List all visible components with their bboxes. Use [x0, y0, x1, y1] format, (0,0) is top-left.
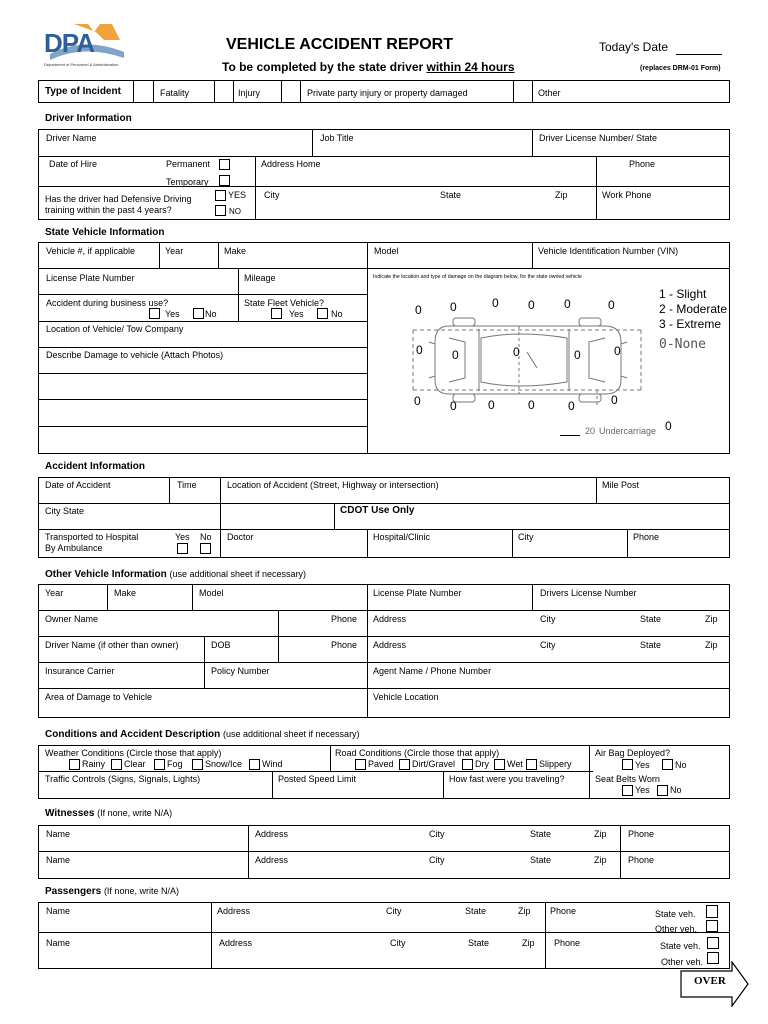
fleet-yes-checkbox[interactable] — [271, 308, 282, 319]
witness-2-name[interactable]: Name — [46, 855, 71, 865]
damage-mark-15[interactable]: 0 — [528, 398, 535, 412]
weather-fog[interactable]: Fog — [167, 759, 183, 769]
how-fast-field[interactable]: How fast were you traveling? — [449, 774, 565, 784]
replaces-note: (replaces DRM-01 Form) — [640, 65, 721, 72]
passengers-table — [38, 902, 730, 969]
damage-mark-16[interactable]: 0 — [568, 399, 575, 413]
weather-fog-checkbox[interactable] — [154, 759, 165, 770]
road-dirt[interactable]: Dirt/Gravel — [412, 759, 456, 769]
defensive-driving-q2: training within the past 4 years? — [45, 205, 172, 215]
subtitle-emphasis: within 24 hours — [426, 60, 515, 74]
fleet-yes-label: Yes — [289, 309, 304, 319]
road-slippery[interactable]: Slippery — [539, 759, 572, 769]
damage-mark-8[interactable]: 0 — [452, 348, 459, 362]
diagram-note: Indicate the location and type of damage on the diagram below, for the state owned vehicle — [373, 274, 582, 280]
damage-line-3[interactable] — [40, 427, 366, 452]
other-driver-name-field[interactable]: Driver Name (if other than owner) — [45, 640, 179, 650]
over-arrow[interactable] — [680, 961, 750, 1007]
weather-snow[interactable]: Snow/Ice — [205, 759, 243, 769]
todays-date-line[interactable] — [676, 54, 722, 55]
passenger-2-address[interactable]: Address — [219, 938, 253, 948]
other-driver-phone-field[interactable]: Phone — [331, 640, 358, 650]
airbag-yes-label: Yes — [635, 760, 650, 770]
witness-1-address[interactable]: Address — [255, 829, 289, 839]
permanent-checkbox[interactable] — [219, 159, 230, 170]
driver-city-field[interactable]: City — [264, 190, 280, 200]
undercarriage-value[interactable]: 0 — [665, 419, 672, 433]
passengers-note: (If none, write N/A) — [103, 886, 179, 896]
road-dirt-checkbox[interactable] — [399, 759, 410, 770]
passenger-2-city[interactable]: City — [390, 938, 406, 948]
other-year-field[interactable]: Year — [45, 588, 64, 598]
legend-extreme: 3 - Extreme — [659, 317, 722, 331]
damage-line-2[interactable] — [40, 400, 366, 425]
business-use-yes-label: Yes — [165, 309, 180, 319]
witnesses-table — [38, 825, 730, 879]
subtitle-text: To be completed by the state driver — [222, 60, 427, 74]
address-home-field[interactable]: Address Home — [261, 159, 321, 169]
road-wet-checkbox[interactable] — [494, 759, 505, 770]
hospital-field[interactable]: Hospital/Clinic — [373, 532, 431, 542]
transported-label-1: Transported to Hospital — [45, 532, 139, 542]
traffic-controls-field[interactable]: Traffic Controls (Signs, Signals, Lights) — [45, 774, 201, 784]
witness-2-phone[interactable]: Phone — [628, 855, 655, 865]
mile-post-field[interactable]: Mile Post — [602, 480, 640, 490]
temporary-label: Temporary — [166, 177, 209, 187]
accident-location-field[interactable]: Location of Accident (Street, Highway or intersection) — [227, 480, 439, 490]
weather-wind[interactable]: Wind — [262, 759, 283, 769]
hospital-city-field[interactable]: City — [518, 532, 534, 542]
transported-label-2: By Ambulance — [45, 543, 103, 553]
passenger-1-other-veh-label: Other veh. — [655, 924, 698, 934]
other-driver-dob-field[interactable]: DOB — [211, 640, 231, 650]
vehicle-model-field[interactable]: Model — [374, 246, 399, 256]
other-vehicle-section-title — [45, 569, 306, 580]
over-label: OVER — [694, 975, 726, 987]
transported-yes-checkbox[interactable] — [177, 543, 188, 554]
passenger-2-zip[interactable]: Zip — [522, 938, 535, 948]
legend-slight: 1 - Slight — [659, 287, 707, 301]
seatbelts-no-checkbox[interactable] — [657, 785, 668, 796]
license-plate-field[interactable]: License Plate Number — [46, 273, 135, 283]
damage-mark-17[interactable]: 0 — [611, 393, 618, 407]
state-vehicle-section-title: State Vehicle Information — [45, 227, 165, 238]
vehicle-make-field[interactable]: Make — [224, 246, 247, 256]
airbag-label: Air Bag Deployed? — [595, 748, 671, 758]
passenger-1-state-veh-checkbox[interactable] — [706, 905, 718, 918]
damage-mark-14[interactable]: 0 — [488, 398, 495, 412]
damage-mark-13[interactable]: 0 — [450, 399, 457, 413]
job-title-field[interactable]: Job Title — [320, 133, 354, 143]
transported-no-checkbox[interactable] — [200, 543, 211, 554]
weather-label: Weather Conditions (Circle those that apply) — [45, 748, 222, 758]
damage-mark-1[interactable]: 0 — [415, 303, 422, 317]
business-use-yes-checkbox[interactable] — [149, 308, 160, 319]
passenger-1-state-veh-label: State veh. — [655, 909, 696, 919]
witness-2-address[interactable]: Address — [255, 855, 289, 865]
damage-line-1[interactable] — [40, 374, 366, 398]
other-driver-city-field[interactable]: City — [540, 640, 556, 650]
damage-mark-9[interactable]: 0 — [513, 345, 520, 359]
defensive-driving-q1: Has the driver had Defensive Driving — [45, 194, 192, 204]
road-wet[interactable]: Wet — [507, 759, 523, 769]
owner-name-field[interactable]: Owner Name — [45, 614, 99, 624]
other-make-field[interactable]: Make — [114, 588, 137, 598]
damage-mark-5[interactable]: 0 — [564, 297, 571, 311]
business-use-no-checkbox[interactable] — [193, 308, 204, 319]
passenger-1-city[interactable]: City — [386, 906, 402, 916]
driver-phone-field[interactable]: Phone — [629, 159, 656, 169]
temporary-checkbox[interactable] — [219, 175, 230, 186]
business-use-label: Accident during business use? — [46, 298, 169, 308]
other-model-field[interactable]: Model — [199, 588, 224, 598]
passenger-1-phone[interactable]: Phone — [550, 906, 577, 916]
conditions-note: (use additional sheet if necessary) — [222, 729, 360, 739]
work-phone-field[interactable]: Work Phone — [602, 190, 652, 200]
passenger-1-name[interactable]: Name — [46, 906, 71, 916]
logo-text: DPA — [44, 28, 94, 58]
witness-2-state[interactable]: State — [530, 855, 552, 865]
damage-mark-11[interactable]: 0 — [614, 344, 621, 358]
cdot-use-only: CDOT Use Only — [340, 505, 415, 516]
passenger-2-name[interactable]: Name — [46, 938, 71, 948]
damage-mark-10[interactable]: 0 — [574, 348, 581, 362]
road-label: Road Conditions (Circle those that apply) — [335, 748, 500, 758]
vehicle-year-field[interactable]: Year — [165, 246, 184, 256]
driver-zip-field[interactable]: Zip — [555, 190, 568, 200]
speed-limit-field[interactable]: Posted Speed Limit — [278, 774, 357, 784]
weather-clear[interactable]: Clear — [124, 759, 146, 769]
incident-fatality[interactable]: Fatality — [160, 88, 190, 98]
permanent-label: Permanent — [166, 159, 211, 169]
describe-damage-field[interactable]: Describe Damage to vehicle (Attach Photos) — [46, 350, 224, 360]
insurance-carrier-field[interactable]: Insurance Carrier — [45, 666, 115, 676]
witness-2-city[interactable]: City — [429, 855, 445, 865]
passengers-section-title — [45, 886, 179, 897]
witness-1-zip[interactable]: Zip — [594, 829, 607, 839]
fleet-vehicle-label: State Fleet Vehicle? — [244, 298, 325, 308]
other-drivers-license-field[interactable]: Drivers License Number — [540, 588, 637, 598]
airbag-no-checkbox[interactable] — [662, 759, 673, 770]
undercarriage-label: Undercarriage — [599, 426, 657, 436]
seatbelts-no-label: No — [670, 785, 682, 795]
dpa-logo — [44, 22, 126, 70]
defensive-no-checkbox[interactable] — [215, 205, 226, 216]
witnesses-note: (If none, write N/A) — [97, 808, 173, 818]
incident-private-party[interactable]: Private party injury or property damaged — [307, 88, 468, 98]
defensive-no-label: NO — [229, 207, 241, 216]
weather-snow-checkbox[interactable] — [192, 759, 203, 770]
other-driver-zip-field[interactable]: Zip — [705, 640, 718, 650]
weather-rainy[interactable]: Rainy — [82, 759, 106, 769]
accident-section-title: Accident Information — [45, 461, 146, 472]
other-plate-field[interactable]: License Plate Number — [373, 588, 462, 598]
driver-name-field[interactable]: Driver Name — [46, 133, 97, 143]
airbag-yes-checkbox[interactable] — [622, 759, 633, 770]
road-dry[interactable]: Dry — [475, 759, 489, 769]
road-slippery-checkbox[interactable] — [526, 759, 537, 770]
todays-date-label: Today's Date — [599, 40, 668, 54]
hospital-phone-field[interactable]: Phone — [633, 532, 660, 542]
driver-state-field[interactable]: State — [440, 190, 462, 200]
business-use-no-label: No — [205, 309, 217, 319]
fleet-no-checkbox[interactable] — [317, 308, 328, 319]
driver-license-field[interactable]: Driver License Number/ State — [539, 133, 658, 143]
owner-address-field[interactable]: Address — [373, 614, 407, 624]
conditions-section-title — [45, 729, 360, 740]
weather-clear-checkbox[interactable] — [111, 759, 122, 770]
owner-city-field[interactable]: City — [540, 614, 556, 624]
passenger-1-address[interactable]: Address — [217, 906, 251, 916]
policy-number-field[interactable]: Policy Number — [211, 666, 270, 676]
transported-yes-label: Yes — [175, 532, 190, 542]
owner-phone-field[interactable]: Phone — [331, 614, 358, 624]
mileage-field[interactable]: Mileage — [244, 273, 276, 283]
weather-rainy-checkbox[interactable] — [69, 759, 80, 770]
road-paved[interactable]: Paved — [368, 759, 394, 769]
seatbelts-yes-checkbox[interactable] — [622, 785, 633, 796]
road-paved-checkbox[interactable] — [355, 759, 366, 770]
driver-section-title: Driver Information — [45, 113, 132, 124]
logo-subtitle: Department of Personnel & Administration — [44, 62, 119, 67]
defensive-yes-label: YES — [228, 190, 247, 200]
road-dry-checkbox[interactable] — [462, 759, 473, 770]
airbag-no-label: No — [675, 760, 687, 770]
passenger-2-state-veh-checkbox[interactable] — [707, 937, 719, 949]
other-driver-state-field[interactable]: State — [640, 640, 662, 650]
date-of-hire-field[interactable]: Date of Hire — [49, 159, 98, 169]
damage-mark-3[interactable]: 0 — [492, 296, 499, 310]
witnesses-section-title — [45, 808, 172, 819]
passengers-title-text: Passengers — [45, 886, 102, 897]
weather-wind-checkbox[interactable] — [249, 759, 260, 770]
witness-1-name[interactable]: Name — [46, 829, 71, 839]
witness-1-phone[interactable]: Phone — [628, 829, 655, 839]
seatbelts-label: Seat Belts Worn — [595, 774, 660, 784]
incident-other[interactable]: Other — [538, 88, 561, 98]
passenger-2-state-veh-label: State veh. — [660, 941, 701, 951]
witness-1-city[interactable]: City — [429, 829, 445, 839]
undercarriage-line — [560, 435, 580, 436]
location-tow-field[interactable]: Location of Vehicle/ Tow Company — [46, 324, 184, 334]
legend-none: 0-None — [659, 337, 706, 352]
other-area-damage-field[interactable]: Area of Damage to Vehicle — [45, 692, 153, 702]
page-title: VEHICLE ACCIDENT REPORT — [226, 36, 453, 53]
passenger-2-other-veh-label: Other veh. — [661, 957, 704, 967]
owner-zip-field[interactable]: Zip — [705, 614, 718, 624]
passenger-2-phone[interactable]: Phone — [554, 938, 581, 948]
agent-name-field[interactable]: Agent Name / Phone Number — [373, 666, 492, 676]
undercarriage-number: 20 — [585, 426, 596, 436]
accident-date-field[interactable]: Date of Accident — [45, 480, 111, 490]
transported-no-label: No — [200, 532, 212, 542]
damage-mark-7[interactable]: 0 — [416, 343, 423, 357]
doctor-field[interactable]: Doctor — [227, 532, 254, 542]
damage-mark-2[interactable]: 0 — [450, 300, 457, 314]
witnesses-title-text: Witnesses — [45, 808, 95, 819]
legend-moderate: 2 - Moderate — [659, 302, 728, 316]
other-vehicle-note: (use additional sheet if necessary) — [169, 569, 307, 579]
damage-mark-6[interactable]: 0 — [608, 298, 615, 312]
defensive-yes-checkbox[interactable] — [215, 190, 226, 201]
witness-2-zip[interactable]: Zip — [594, 855, 607, 865]
seatbelts-yes-label: Yes — [635, 785, 650, 795]
passenger-2-state[interactable]: State — [468, 938, 490, 948]
accident-city-state-field[interactable]: City State — [45, 506, 85, 516]
passenger-1-zip[interactable]: Zip — [518, 906, 531, 916]
incident-label: Type of Incident — [45, 86, 121, 97]
passenger-1-state[interactable]: State — [465, 906, 487, 916]
incident-injury[interactable]: Injury — [238, 88, 261, 98]
passenger-1-other-veh-checkbox[interactable] — [706, 920, 718, 932]
witness-1-state[interactable]: State — [530, 829, 552, 839]
damage-mark-4[interactable]: 0 — [528, 298, 535, 312]
page-subtitle — [222, 60, 515, 74]
damage-mark-12[interactable]: 0 — [414, 394, 421, 408]
vehicle-number-field[interactable]: Vehicle #, if applicable — [46, 246, 136, 256]
other-vehicle-title-text: Other Vehicle Information — [45, 569, 167, 580]
owner-state-field[interactable]: State — [640, 614, 662, 624]
fleet-no-label: No — [331, 309, 343, 319]
other-vehicle-location-field[interactable]: Vehicle Location — [373, 692, 439, 702]
accident-time-field[interactable]: Time — [177, 480, 197, 490]
other-driver-address-field[interactable]: Address — [373, 640, 407, 650]
conditions-title-text: Conditions and Accident Description — [45, 729, 221, 740]
vin-field[interactable]: Vehicle Identification Number (VIN) — [538, 246, 679, 256]
